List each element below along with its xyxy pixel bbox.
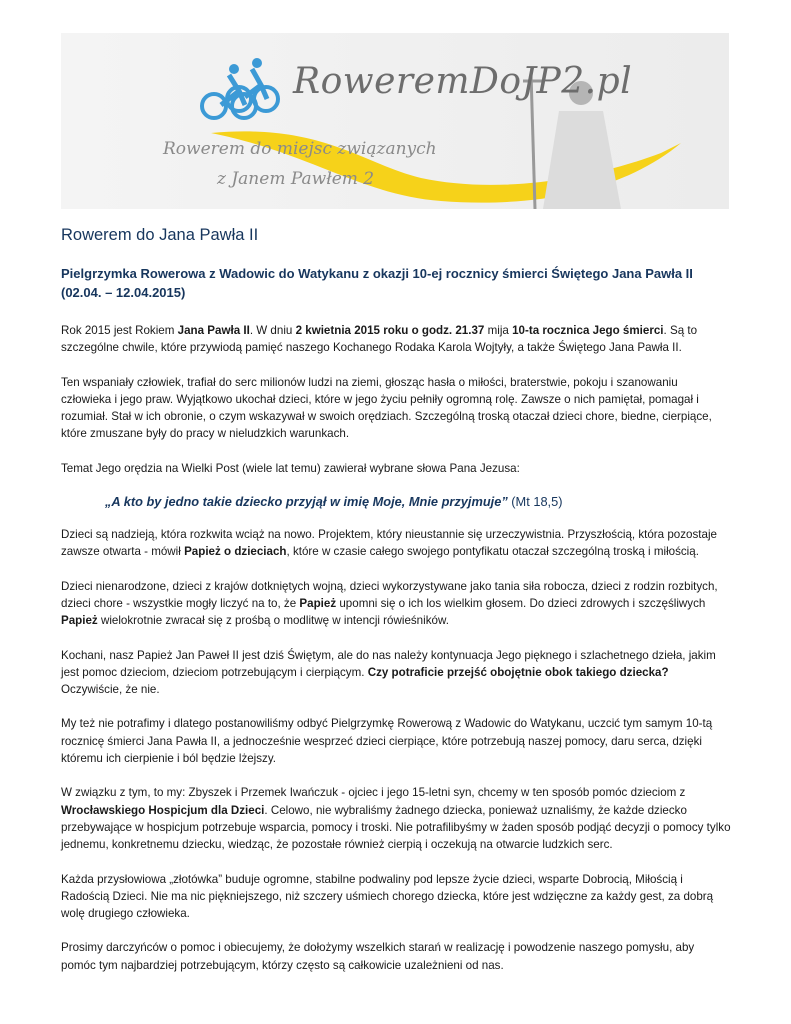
text: Dzieci są nadzieją, która rozkwita wciąż na nowo. Projektem, który nieustannie się urzeczywistnia. Przyszłością, która pozostaje zawsze otwarta - mówił: [61, 528, 717, 559]
text: , które w czasie całego swojego pontyfikatu otaczał szczególną troską i miłością.: [286, 545, 699, 559]
paragraph-4: [61, 526, 731, 561]
text: Oczywiście, że nie.: [61, 683, 160, 697]
paragraph-1: [61, 322, 731, 357]
quote-text: „A kto by jedno takie dziecko przyjął w imię Moje, Mnie przyjmuje”: [105, 494, 508, 510]
text: . Są to szczególne chwile, które przywiodą pamięć naszego Kochanego Rodaka Karola Wojtyły, a także Świętego Jana Pawła II.: [61, 324, 698, 355]
text: Rok 2015 jest Rokiem: [61, 324, 178, 337]
banner-graphic: [61, 33, 729, 209]
subtitle: [61, 264, 731, 302]
bold-text: 2 kwietnia 2015 roku o godz. 21.37: [295, 324, 485, 337]
bold-text: 10-ta rocznica Jego śmierci: [512, 324, 664, 337]
page-title: Rowerem do Jana Pawła II: [61, 226, 259, 244]
banner-tagline-2: z Janem Pawłem 2: [217, 169, 375, 189]
subtitle-dates: (02.04. – 12.04.2015): [61, 285, 186, 300]
text: Dzieci nienarodzone, dzieci z krajów dotkniętych wojną, dzieci wykorzystywane jako tania siła robocza, dzieci z rodzin rozbitych, dzieci chore - wszystkie mogły liczyć na to, że: [61, 579, 718, 610]
paragraph-9: Każda przysłowiowa „złotówka” buduje ogromne, stabilne podwaliny pod lepsze życie dzieci, wsparte Dobrocią, Miłością i Radością Dzieci. Nie ma nic piękniejszego, niż szczery uśmiech chorego dziecka, które jest wdzięczne za każdy gest, za dobrą wolę drugiego człowieka.: [61, 872, 714, 921]
text: wielokrotnie zwracał się z prośbą o modlitwę w intencji rówieśników.: [97, 614, 449, 628]
quote-reference: (Mt 18,5): [507, 494, 563, 510]
header-banner: [61, 33, 729, 209]
text: Kochani, nasz Papież Jan Paweł II jest dziś Świętym, ale do nas należy kontynuacja Jego pięknego i szlachetnego dzieła, jakim jest pomoc dzieciom, dzieciom potrzebującym i cierpiącym.: [61, 648, 716, 679]
text: upomni się o ich los wielkim głosem. Do dzieci zdrowych i szczęśliwych: [336, 596, 706, 610]
paragraph-3: Temat Jego orędzia na Wielki Post (wiele lat temu) zawierał wybrane słowa Pana Jezusa:: [61, 461, 520, 475]
bold-text: Wrocławskiego Hospicjum dla Dzieci: [61, 803, 265, 817]
quote: [105, 494, 731, 509]
subtitle-line-1: Pielgrzymka Rowerowa z Wadowic do Watykanu z okazji 10-ej rocznicy śmierci Świętego Jana Pawła II: [61, 266, 693, 281]
bold-text: Papież: [61, 614, 98, 628]
paragraph-2: Ten wspaniały człowiek, trafiał do serc milionów ludzi na ziemi, głosząc hasła o miłości, braterstwie, pokoju i szanowaniu człowieka i jego praw. Wyjątkowo ukochał dzieci, które w jego życiu pełniły ogromną rolę. Zawsze o nich pamiętał, pomagał i rozumiał. Stał w ich obronie, o czym wskazywał w swoich orędziach. Szczególną troską otaczał dzieci chore, biedne, cierpiące, które zmuszane były do pracy w nieludzkich warunkach.: [61, 375, 712, 441]
paragraph-8: [61, 784, 731, 853]
paragraph-6: [61, 647, 731, 699]
cyclists-icon: [202, 58, 278, 118]
text: W związku z tym, to my: Zbyszek i Przemek Iwańczuk - ojciec i jego 15-letni syn, chcemy w ten sposób pomóc dzieciom z: [61, 786, 686, 800]
text: . W dniu: [249, 324, 296, 337]
logo-text: RoweremDoJP2.pl: [293, 61, 633, 102]
document-body: [61, 226, 731, 991]
bold-text: Papież: [299, 596, 337, 610]
paragraph-5: [61, 578, 731, 630]
bold-text: Czy potraficie przejść obojętnie obok takiego dziecka?: [367, 665, 669, 679]
text: mija: [484, 324, 513, 337]
paragraph-10: Prosimy darczyńców o pomoc i obiecujemy, że dołożymy wszelkich starań w realizację i powodzenie naszego pomysłu, aby pomóc tym najbardziej potrzebującym, którzy często są całkowicie uzależnieni od nas.: [61, 941, 695, 972]
text: . Celowo, nie wybraliśmy żadnego dziecka, ponieważ uznaliśmy, że każde dziecko przebywające w hospicjum potrzebuje wsparcia, pomocy i troski. Nie potrafilibyśmy w żaden sposób podjąć decyzji o pomocy tylko jednemu, konkretnemu dziecku, wiedząc, że pozostałe również cierpią i oczekują na otwarcie ludzkich serc.: [61, 803, 731, 852]
paragraph-7: My też nie potrafimy i dlatego postanowiliśmy odbyć Pielgrzymkę Rowerową z Wadowic do Watykanu, uczcić tym samym 10-tą rocznicę śmierci Jana Pawła II, a jednocześnie wesprzeć dzieci cierpiące, które potrzebują naszej pomocy, daru serca, dzięki któremu ich cierpienie i ból będzie lżejszy.: [61, 717, 713, 766]
bold-text: Jana Pawła II: [177, 324, 250, 337]
bold-text: Papież o dzieciach: [184, 545, 287, 559]
banner-tagline: Rowerem do miejsc związanych: [163, 139, 437, 159]
